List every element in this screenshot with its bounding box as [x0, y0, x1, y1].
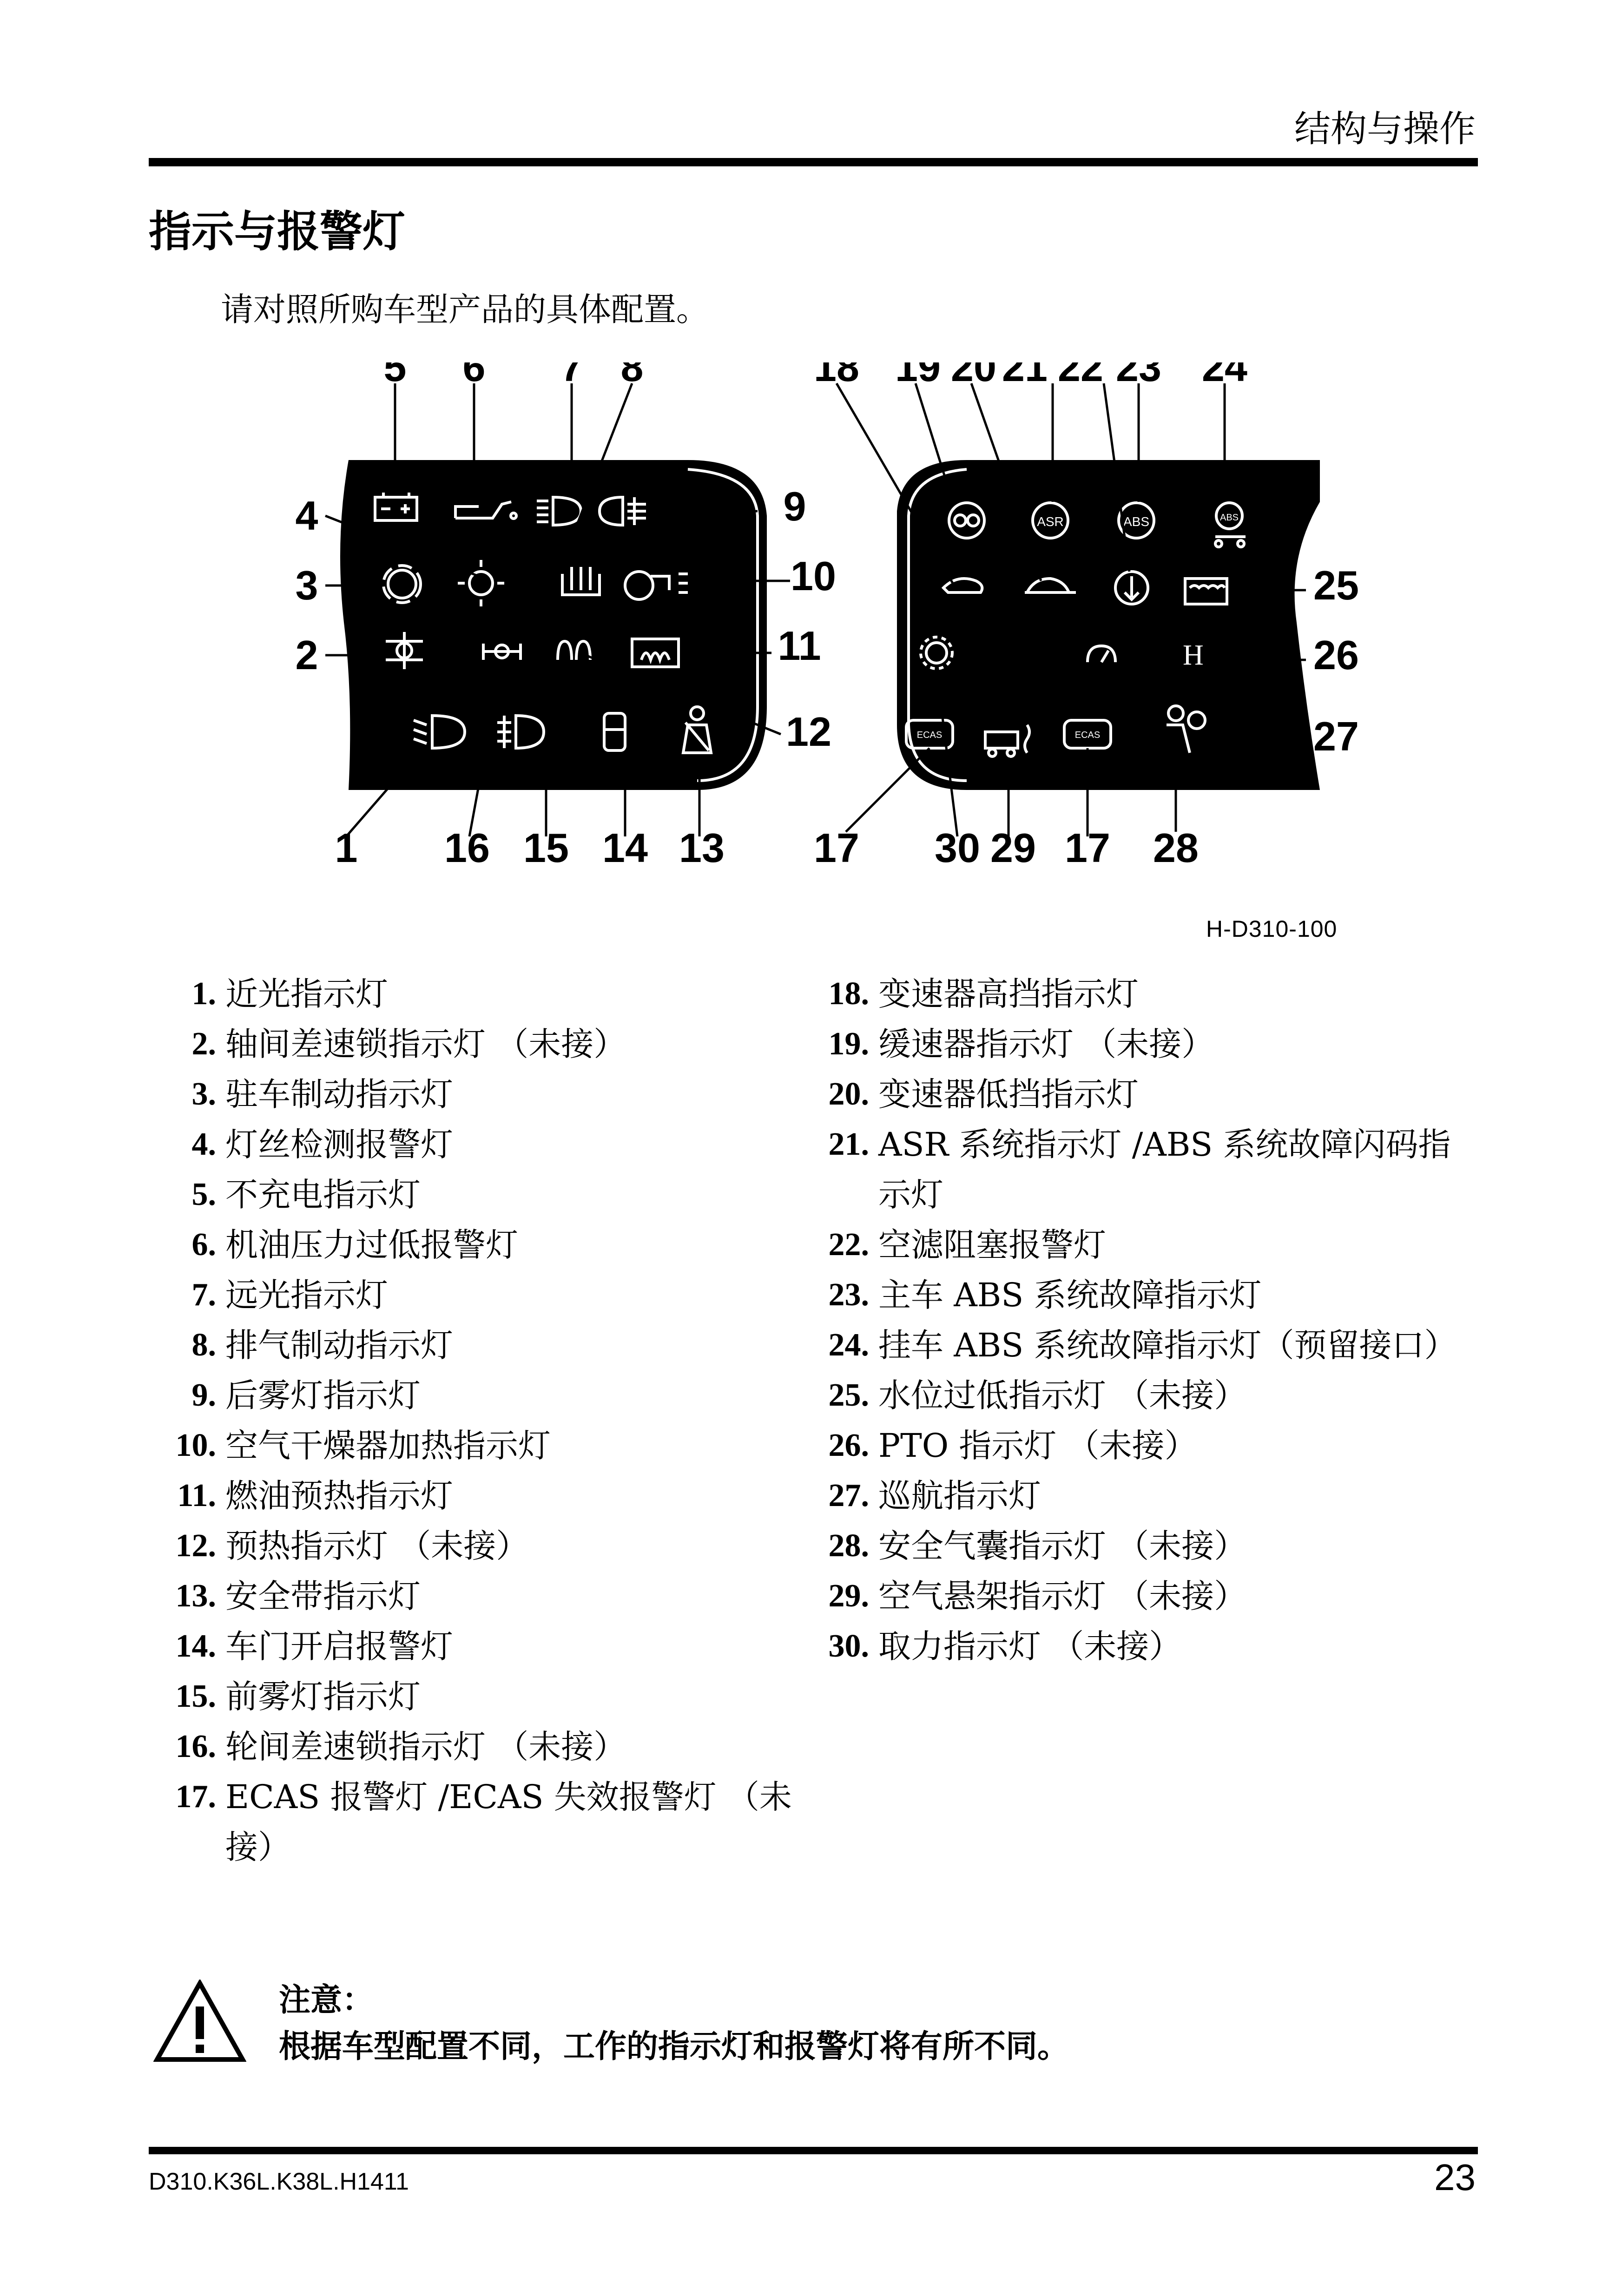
legend-label: ASR 系统指示灯 /ABS 系统故障闪码指示灯: [878, 1125, 1451, 1214]
callout-number: 10: [791, 553, 836, 599]
asr-icon-text: ASR: [1037, 514, 1064, 529]
legend-label: 预热指示灯 （未接）: [225, 1527, 529, 1565]
legend-label: 排气制动指示灯: [225, 1326, 453, 1364]
legend-item: [160, 1772, 820, 1872]
legend-number: 22.: [828, 1227, 869, 1263]
legend-number: 16.: [175, 1729, 216, 1764]
legend-number: 29.: [828, 1578, 869, 1614]
legend-number: 25.: [828, 1377, 869, 1413]
callout-number: 21: [1002, 362, 1048, 390]
legend-right-column: [813, 969, 1483, 1671]
legend-label: 空气悬架指示灯 （未接）: [878, 1577, 1247, 1615]
callout-number: 24: [1202, 362, 1247, 390]
warning-triangle-icon: [153, 1980, 246, 2063]
page-number: 23: [1434, 2157, 1476, 2198]
legend-label: ECAS 报警灯 /ECAS 失效报警灯 （未接）: [225, 1778, 792, 1866]
legend-number: 14.: [175, 1628, 216, 1664]
right-indicator-panel: [897, 460, 1320, 790]
section-header: 结构与操作: [1294, 108, 1476, 150]
callout-number: 20: [951, 362, 996, 390]
legend-label: 不充电指示灯: [225, 1176, 421, 1214]
legend-number: 30.: [828, 1628, 869, 1664]
callout-number: 6: [462, 362, 486, 390]
legend-number: 18.: [828, 976, 869, 1012]
ecas-failure-icon-text: ECAS: [1074, 730, 1101, 740]
legend-label: 后雾灯指示灯: [225, 1376, 421, 1414]
header-rule: [149, 158, 1478, 166]
callout-number: 14: [602, 825, 648, 871]
callout-number: 3: [295, 562, 318, 608]
pto-icon: H: [1183, 639, 1204, 671]
legend-label: 空气干燥器加热指示灯: [225, 1427, 551, 1465]
legend-label: 远光指示灯: [225, 1276, 388, 1314]
footer-rule: [149, 2147, 1478, 2154]
indicator-panel-figure: [279, 362, 1385, 908]
legend-number: 23.: [828, 1277, 869, 1313]
legend-label: 驻车制动指示灯: [225, 1075, 453, 1113]
legend-item: [813, 1119, 1483, 1220]
callout-number: 12: [786, 709, 831, 755]
legend-label: 安全气囊指示灯 （未接）: [878, 1527, 1247, 1565]
legend-item: [160, 1270, 820, 1320]
legend-item: [160, 1671, 820, 1722]
callout-number: 15: [523, 825, 569, 871]
legend-number: 5.: [191, 1177, 216, 1212]
legend-label: 变速器高挡指示灯: [878, 975, 1139, 1013]
legend-item: [160, 1521, 820, 1571]
callout-number: 17: [814, 825, 859, 871]
callout-number: 18: [814, 362, 859, 390]
legend-number: 24.: [828, 1327, 869, 1363]
legend-left-column: [160, 969, 820, 1872]
document-code: D310.K36L.K38L.H1411: [149, 2168, 409, 2195]
legend-item: [813, 1019, 1483, 1069]
callout-number: 23: [1116, 362, 1161, 390]
callout-number: 28: [1153, 825, 1199, 871]
callout-number: 29: [990, 825, 1036, 871]
legend-number: 19.: [828, 1026, 869, 1062]
legend-label: 巡航指示灯: [878, 1477, 1041, 1515]
legend-label: PTO 指示灯 （未接）: [878, 1427, 1197, 1465]
legend-label: 机油压力过低报警灯: [225, 1226, 518, 1264]
legend-number: 28.: [828, 1528, 869, 1564]
legend-label: 水位过低指示灯 （未接）: [878, 1376, 1247, 1414]
figure-code: H-D310-100: [1206, 916, 1338, 942]
legend-label: 安全带指示灯: [225, 1577, 421, 1615]
legend-label: 轮间差速锁指示灯 （未接）: [225, 1728, 626, 1766]
legend-number: 6.: [191, 1227, 216, 1263]
legend-label: 轴间差速锁指示灯 （未接）: [225, 1025, 626, 1063]
indicator-panel-diagram: [279, 362, 1385, 906]
legend-item: [160, 1571, 820, 1621]
callout-number: 27: [1313, 713, 1359, 759]
legend-number: 15.: [175, 1678, 216, 1714]
legend-item: [813, 1521, 1483, 1571]
legend-number: 10.: [175, 1428, 216, 1463]
legend-number: 21.: [828, 1126, 869, 1162]
legend-item: [160, 1722, 820, 1772]
legend-number: 12.: [175, 1528, 216, 1564]
legend-item: [160, 1069, 820, 1119]
ecas-icon-text: ECAS: [916, 730, 943, 740]
legend-item: [160, 1220, 820, 1270]
legend-item: [813, 1220, 1483, 1270]
legend-item: [160, 1170, 820, 1220]
legend-number: 26.: [828, 1428, 869, 1463]
legend-number: 4.: [191, 1126, 216, 1162]
legend-number: 11.: [177, 1478, 216, 1513]
legend-number: 3.: [191, 1076, 216, 1112]
legend-number: 20.: [828, 1076, 869, 1112]
legend-label: 灯丝检测报警灯: [225, 1125, 453, 1164]
legend-item: [160, 1370, 820, 1421]
legend-label: 变速器低挡指示灯: [878, 1075, 1139, 1113]
legend-item: [160, 1320, 820, 1370]
legend-item: [160, 1421, 820, 1471]
legend-label: 空滤阻塞报警灯: [878, 1226, 1106, 1264]
callout-number: 25: [1313, 562, 1359, 608]
legend-item: [813, 1069, 1483, 1119]
callout-number: 11: [778, 623, 821, 669]
legend-number: 7.: [191, 1277, 216, 1313]
callout-number: 13: [679, 825, 725, 871]
legend-item: [813, 1320, 1483, 1370]
note-title: 注意：: [279, 1982, 374, 2019]
legend-item: [813, 1370, 1483, 1421]
legend-item: [160, 1119, 820, 1170]
callout-number: 19: [895, 362, 941, 390]
legend-number: 9.: [191, 1377, 216, 1413]
callout-number: 26: [1313, 632, 1359, 678]
legend-item: [160, 969, 820, 1019]
callout-number: 4: [295, 493, 318, 539]
legend-number: 13.: [175, 1578, 216, 1614]
legend-label: 挂车 ABS 系统故障指示灯（预留接口）: [878, 1326, 1457, 1364]
callout-number: 8: [620, 362, 644, 390]
callout-number: 17: [1065, 825, 1110, 871]
legend-item: [160, 1019, 820, 1069]
legend-label: 缓速器指示灯 （未接）: [878, 1025, 1214, 1063]
intro-text: 请对照所购车型产品的具体配置。: [221, 290, 709, 329]
legend-item: [813, 1571, 1483, 1621]
legend-label: 车门开启报警灯: [225, 1627, 453, 1665]
legend-label: 取力指示灯 （未接）: [878, 1627, 1182, 1665]
abs-icon-text: ABS: [1123, 514, 1150, 529]
callout-number: 1: [335, 825, 358, 871]
legend-label: 燃油预热指示灯: [225, 1477, 453, 1515]
legend-number: 27.: [828, 1478, 869, 1513]
legend-item: [813, 969, 1483, 1019]
callout-number: 5: [383, 362, 407, 390]
legend-item: [813, 1621, 1483, 1671]
legend-item: [160, 1621, 820, 1671]
callout-number: 2: [295, 632, 318, 678]
legend-number: 2.: [191, 1026, 216, 1062]
callout-number: 16: [444, 825, 490, 871]
callout-number: 22: [1058, 362, 1103, 390]
legend-item: [160, 1471, 820, 1521]
legend-label: 近光指示灯: [225, 975, 388, 1013]
page-title: 指示与报警灯: [149, 207, 406, 257]
legend-label: 前雾灯指示灯: [225, 1678, 421, 1716]
legend-number: 1.: [191, 976, 216, 1012]
legend-item: [813, 1270, 1483, 1320]
callout-number: 7: [560, 362, 583, 390]
legend-item: [813, 1421, 1483, 1471]
note-text: 根据车型配置不同，工作的指示灯和报警灯将有所不同。: [279, 2028, 1069, 2065]
legend-number: 17.: [175, 1779, 216, 1815]
trailer-abs-icon-text: ABS: [1219, 513, 1239, 523]
callout-number: 30: [935, 825, 980, 871]
legend-number: 8.: [191, 1327, 216, 1363]
callout-number: 9: [783, 483, 806, 529]
legend-label: 主车 ABS 系统故障指示灯: [878, 1276, 1262, 1314]
legend-item: [813, 1471, 1483, 1521]
